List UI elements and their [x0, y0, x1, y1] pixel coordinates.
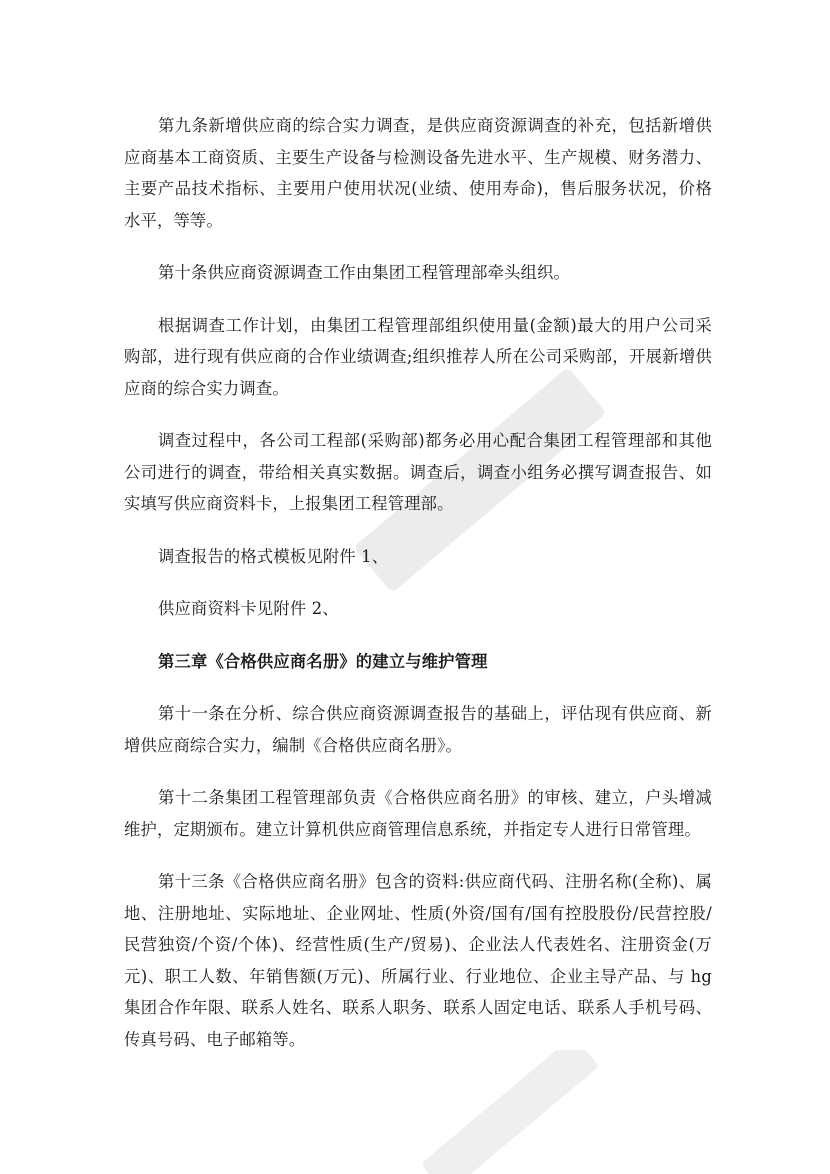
paragraph-article-12: 第十二条集团工程管理部负责《合格供应商名册》的审核、建立，户头增减维护，定期颁布。建立计算机供应商管理信息系统，并指定专人进行日常管理。	[124, 788, 712, 839]
paragraph-article-10: 第十条供应商资源调查工作由集团工程管理部牵头组织。	[158, 263, 571, 282]
paragraph-report-template: 调查报告的格式模板见附件 1、	[158, 546, 389, 566]
paragraph-investigation-process: 调查过程中，各公司工程部(采购部)都务必用心配合集团工程管理部和其他公司进行的调查，带给相关真实数据。调查后，调查小组务必撰写调查报告、如实填写供应商资料卡，上报集团工程管理部。	[124, 431, 712, 513]
paragraph-investigation-plan: 根据调查工作计划，由集团工程管理部组织使用量(金额)最大的用户公司采购部，进行现有供应商的合作业绩调查;组织推荐人所在公司采购部，开展新增供应商的综合实力调查。	[124, 315, 712, 398]
paragraph-article-13: 第十三条《合格供应商名册》包含的资料:供应商代码、注册名称(全称)、属地、注册地址、实际地址、企业网址、性质(外资/国有/国有控股股份/民营控股/民营独资/个资/个体)、经营性质(生产/贸易)、企业法人代表姓名、注册资金(万元)、职工人数、年销售额(万元)、所属行业、行业地位、企业主导产品、与 hg 集团合作年限、联系人姓名、联系人职务、联系人固定电话、联系人手机号码、传真号码、电子邮箱等。	[124, 872, 712, 1049]
chapter-heading: 第三章《合格供应商名册》的建立与维护管理	[158, 651, 488, 671]
paragraph-article-11: 第十一条在分析、综合供应商资源调查报告的基础上，评估现有供应商、新增供应商综合实力，编制《合格供应商名册》。	[124, 704, 712, 755]
paragraph-article-9: 第九条新增供应商的综合实力调查，是供应商资源调查的补充，包括新增供应商基本工商资质、主要生产设备与检测设备先进水平、生产规模、财务潜力、主要产品技术指标、主要用户使用状况(业绩、使用寿命)，售后服务状况，价格水平，等等。	[124, 116, 712, 230]
document-body	[124, 110, 712, 1076]
paragraph-supplier-card: 供应商资料卡见附件 2、	[158, 599, 339, 618]
